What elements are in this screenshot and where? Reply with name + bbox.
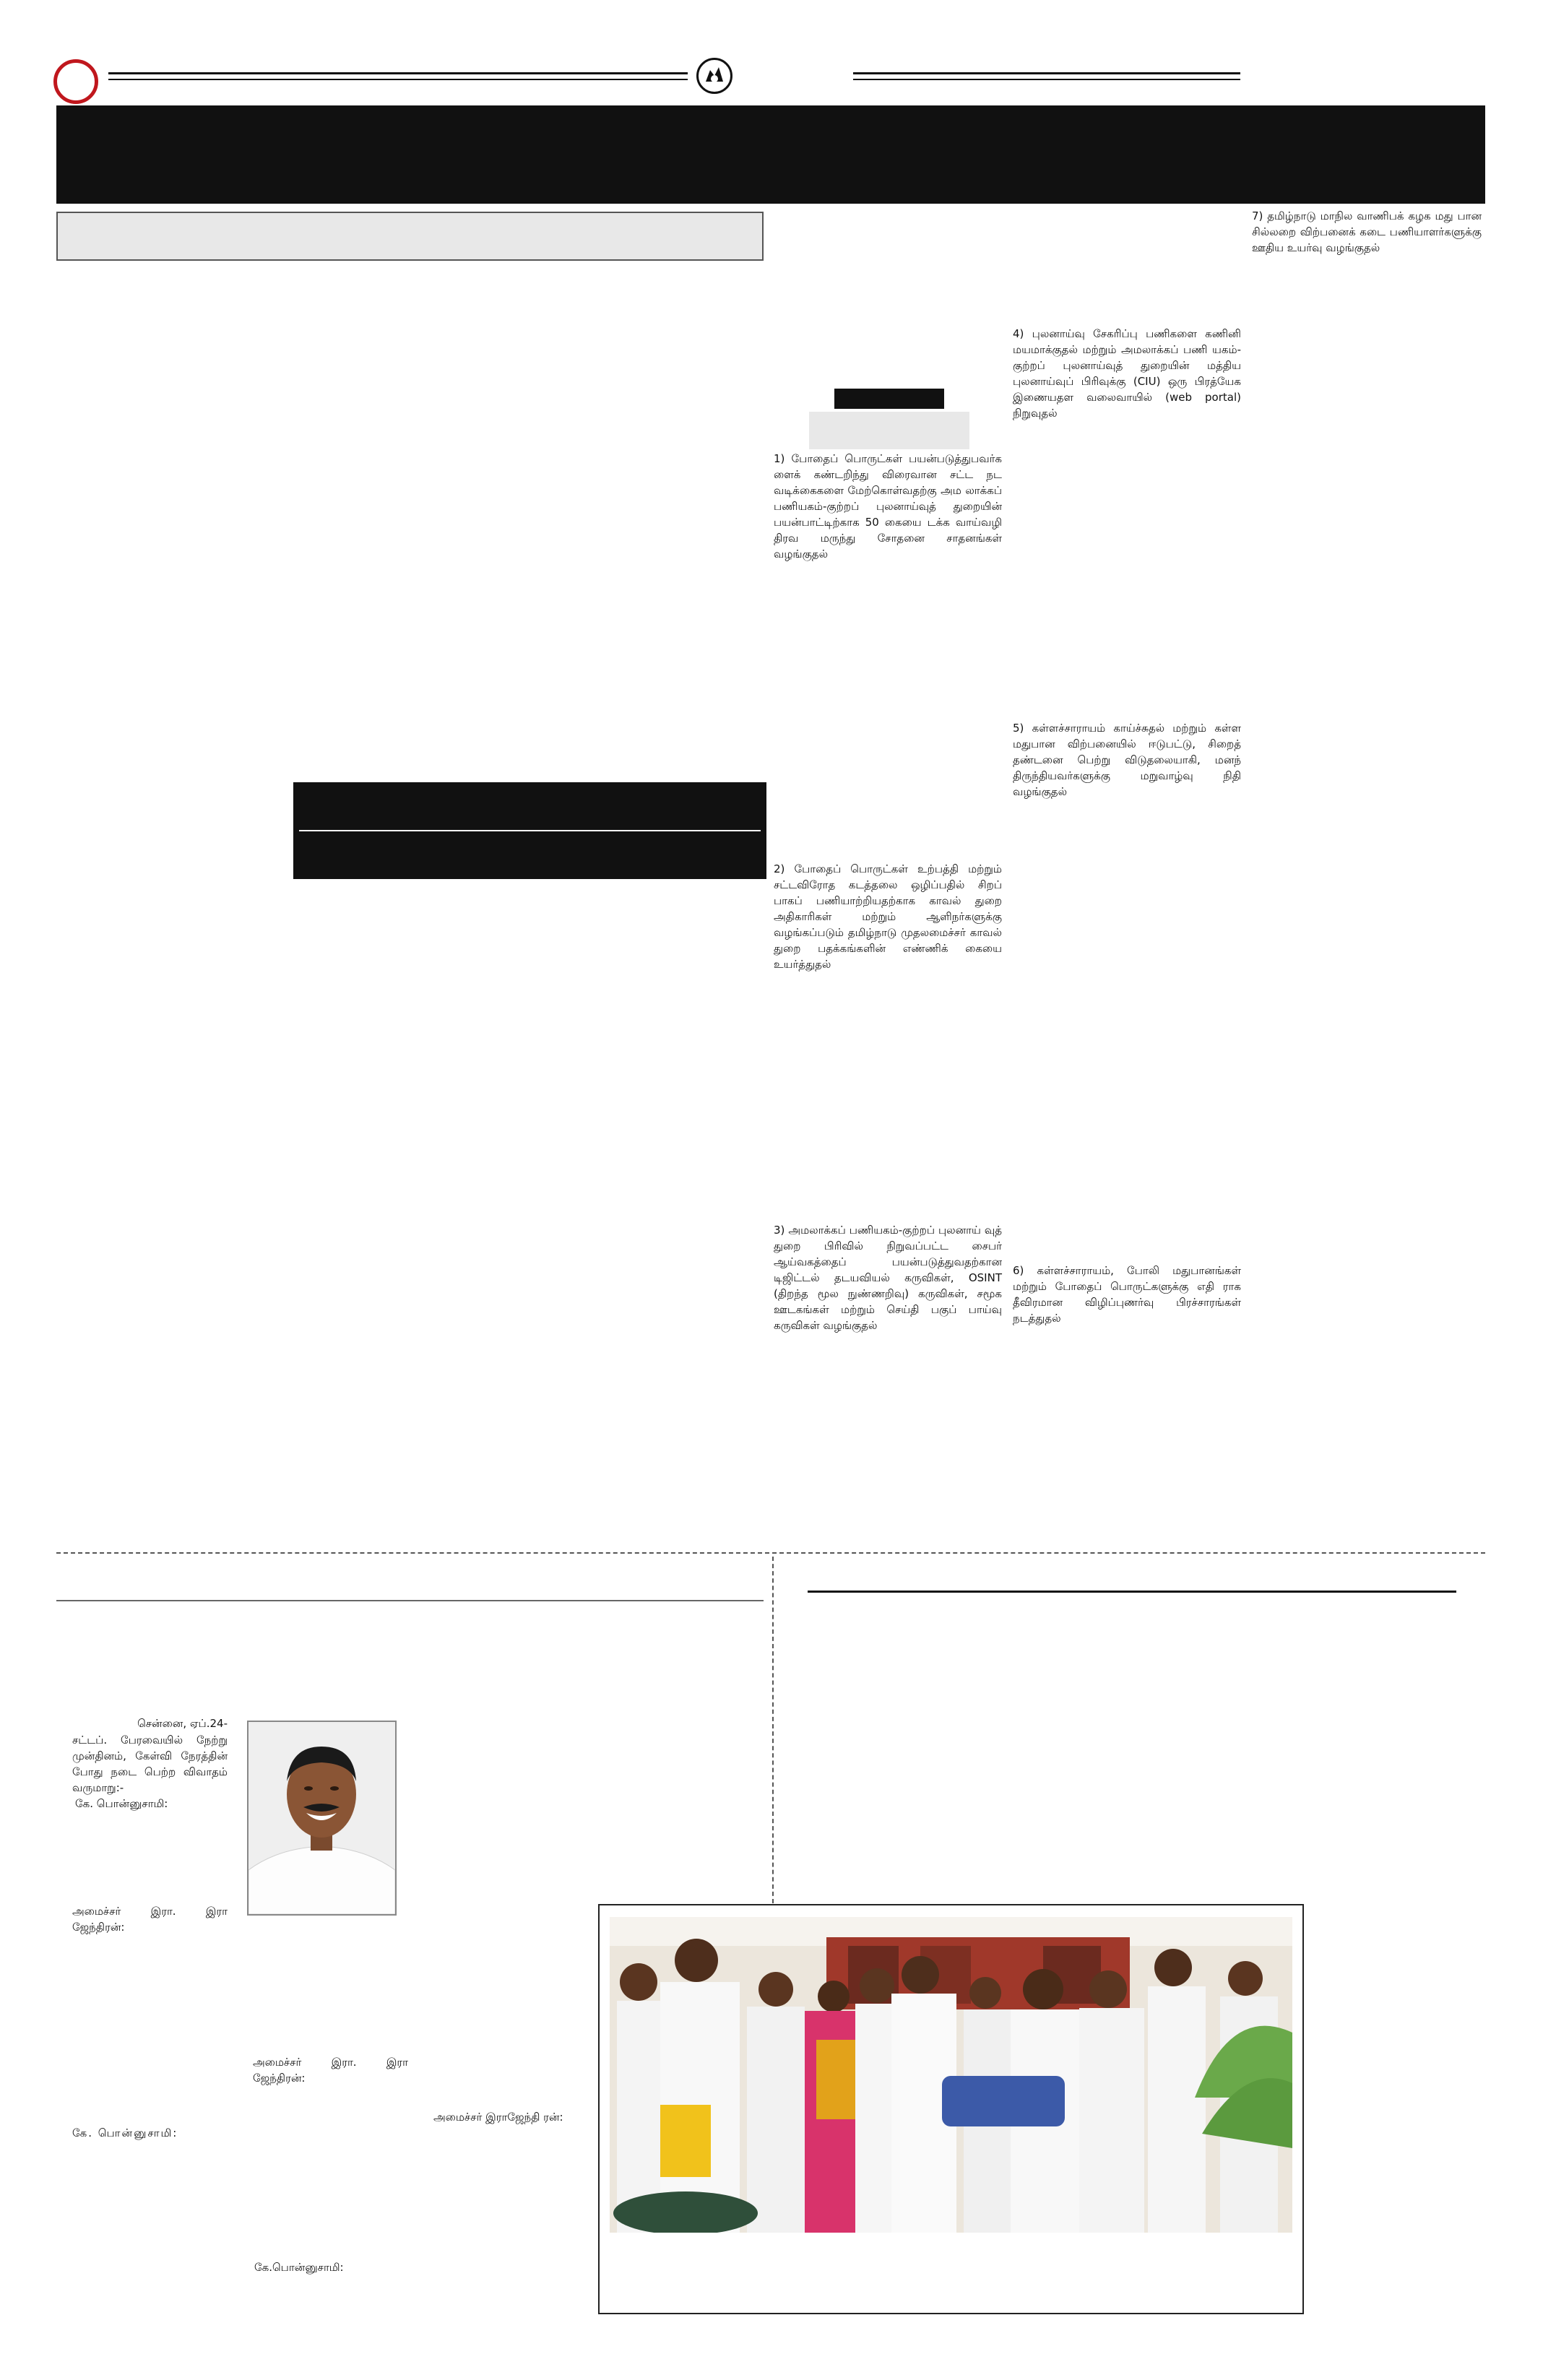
scheme-item-6: 6) கள்ளச்சாராயம், போலி மதுபானங்கள் மற்றும் போதைப் பொருட்களுக்கு எதி ராக தீவிரமான விழிப்புணர்வு பிரச்சாரங்கள் நடத்துதல் xyxy=(1013,1264,1241,1325)
section-sub-box xyxy=(809,412,969,449)
highlight-black-box xyxy=(293,782,766,879)
speaker-minister-3: அமைச்சர் இராஜேந்தி ரன்: xyxy=(433,2111,563,2124)
story-intro: சட்டப். பேரவையில் நேற்று முன்தினம், கேள்வி நேரத்தின் போது நடை பெற்ற விவாதம் வருமாறு:- xyxy=(72,1734,228,1794)
scheme-item-5: 5) கள்ளச்சாராயம் காய்ச்சுதல் மற்றும் கள்ள மதுபான விற்பனையில் ஈடுபட்டு, சிறைத் தண்டனை பெற்று விடுதலையாகி, மனந் திருந்தியவர்களுக்கு மறுவாழ்வு நிதி வழங்குதல் xyxy=(1013,722,1241,798)
scheme-item-1: 1) போதைப் பொருட்கள் பயன்படுத்துபவர்க ளைக் கண்டறிந்து விரைவான சட்ட நட வடிக்கைகளை மேற்கொள்வதற்கு அம லாக்கப் பணியகம்-குற்றப் புலனாய்வுத் துறையின் பயன்பாட்டிற்காக 50 கையை டக்க வாய்வழி திரவ மருந்து சோதனை சாதனங்கள் வழங்குதல் xyxy=(774,452,1002,561)
section-divider-dashed xyxy=(56,1552,1485,1554)
header-rule-right-bottom xyxy=(853,79,1240,80)
speaker-ponnusamy-2: கே. பொன்னுசாமி: xyxy=(72,2126,178,2139)
portrait-photo xyxy=(247,1721,397,1916)
header-rule-left-bottom xyxy=(108,79,688,80)
column-divider-dashed xyxy=(772,1557,774,1903)
event-photo-frame xyxy=(598,1904,1304,2314)
scheme-item-3: 3) அமலாக்கப் பணியகம்-குற்றப் புலனாய் வுத் துறை பிரிவில் நிறுவப்பட்ட சைபர் ஆய்வகத்தைப் பயன்படுத்துவதற்கான டிஜிட்டல் தடயவியல் கருவிகள், OSINT (திறந்த மூல நுண்ணறிவு) கருவிகள், சமூக ஊடகங்கள் மற்றும் செய்தி பகுப் பாய்வு கருவிகள் வழங்குதல் xyxy=(774,1224,1002,1332)
story-dateline: சென்னை, ஏப்.24- xyxy=(137,1717,228,1730)
speaker-ponnusamy-1: கே. பொன்னுசாமி: xyxy=(75,1797,168,1810)
header-rule-left-top xyxy=(108,72,688,74)
speaker-minister-2: அமைச்சர் இரா. இரா ஜேந்திரன்: xyxy=(253,2056,408,2085)
scheme-item-7: 7) தமிழ்நாடு மாநில வாணிபக் கழக மது பான சில்லறை விற்பனைக் கடை பணியாளர்களுக்கு ஊதிய உயர்வு வழங்குதல் xyxy=(1252,209,1482,254)
speaker-ponnusamy-3: கே.பொன்னுசாமி: xyxy=(254,2261,344,2274)
red-circle-logo xyxy=(53,59,98,104)
event-photo xyxy=(610,1917,1292,2233)
headline-banner xyxy=(56,105,1485,204)
section-label-box xyxy=(834,389,944,409)
highlight-divider xyxy=(299,830,761,831)
scheme-item-4: 4) புலனாய்வு சேகரிப்பு பணிகளை கணினி மயமாக்குதல் மற்றும் அமலாக்கப் பணி யகம்-குற்றப் புலனாய்வுத் துறையின் மத்திய புலனாய்வுப் பிரிவுக்கு (CIU) ஒரு பிரத்யேக இணையதள வலைவாயில் (web portal) நிறுவுதல் xyxy=(1013,327,1241,420)
right-story-rule xyxy=(808,1591,1456,1593)
subheadline-box xyxy=(56,212,764,261)
speaker-minister-1: அமைச்சர் இரா. இரா ஜேந்திரன்: xyxy=(72,1905,228,1934)
scheme-item-2: 2) போதைப் பொருட்கள் உற்பத்தி மற்றும் சட்டவிரோத கடத்தலை ஒழிப்பதில் சிறப் பாகப் பணியாற்றியதற்காக காவல் துறை அதிகாரிகள் மற்றும் ஆளிநர்களுக்கு வழங்கப்படும் தமிழ்நாடு முதலமைச்சர் காவல் துறை பதக்கங்களின் எண்ணிக் கையை உயர்த்துதல் xyxy=(774,862,1002,971)
header-rule-right-top xyxy=(853,72,1240,74)
left-story-rule xyxy=(56,1600,764,1601)
party-emblem-icon xyxy=(696,58,732,94)
